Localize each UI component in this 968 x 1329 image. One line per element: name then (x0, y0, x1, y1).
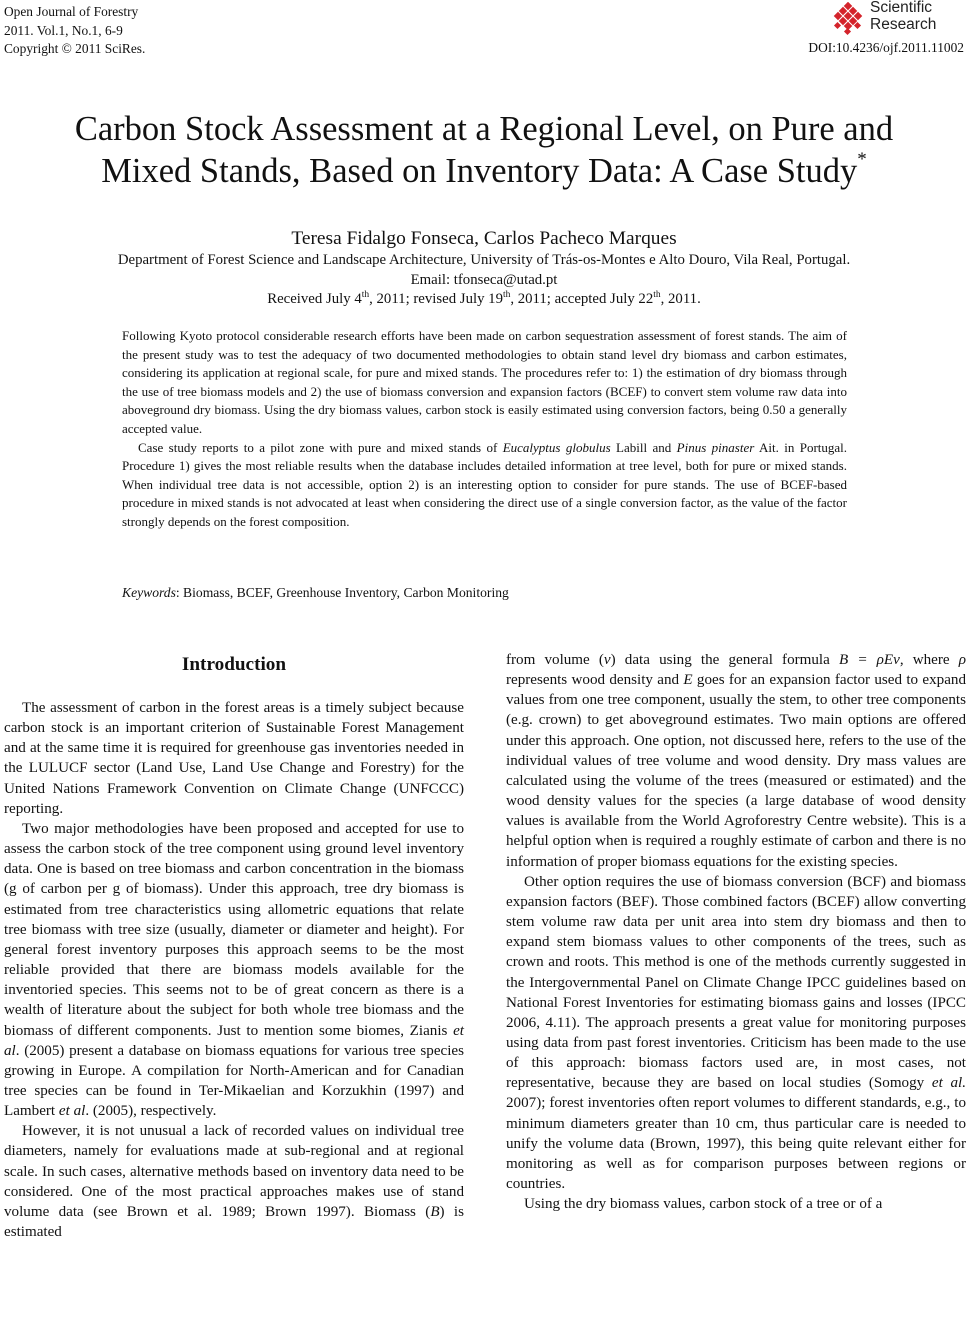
body-paragraph: However, it is not unusual a lack of recorded values on individual tree diameters, namely for evaluations made at sub-regional and at regional scale. In such cases, alternative methods based on inventory data need to be considered. One of the most practical approaches makes use of stand volume data (see Brown et al. 1989; Brown 1997). Biomass (B) is estimated (4, 1123, 464, 1241)
body-column-left (4, 650, 464, 1242)
body-paragraph: Other option requires the use of biomass conversion (BCF) and biomass expansion factors (BEF). Those combined factors (BCEF) allow converting stem volume raw data per unit area into stem dry biomass and then to expand stem biomass values to other components of the trees, such as crown and roots. This method is one of the methods currently suggested in the Intergovernmental Panel on Climate Change IPCC guidelines based on National Forest Inventories for estimating biomass gains and losses (IPCC 2006, 4.11). The approach presents a great value for monitoring purposes using data from past forest inventories. Criticism has been made to the use of this approach: biomass factors used are, in most cases, not representative, because they are based on local studies (Somogy et al. 2007); forest inventories often report volumes to different standards, e.g., to minimum diameters greater than 10 cm, thus particular care is needed to unify the volume data (Brown, 1997), this being quite relevant either for monitoring as well as for comparison purposes between regions or countries. (506, 873, 967, 1193)
body-paragraph: Two major methodologies have been proposed and accepted for use to assess the carbon stock of the tree component using ground level inventory data. One is based on tree biomass and carbon concentration in the biomass (g of carbon per g of biomass). Under this approach, tree dry biomass is estimated from tree characteristics using allometric equations that relate tree biomass with tree size (usually, diameter or diameter and height). For general forest inventory purposes this approach seems to be the most reliable provided that there are biomass models available for the inventoried species. This seems not to be of great concern as there is a wealth of literature about the subject for both whole tree biomass and the biomass of different components. Just to mention some biomes, Zianis et al. (2005) present a database on biomass equations for various tree species growing in Europe. A compilation for North-American and for Canadian tree species can be found in Ter-Mikaelian and Korzukhin (1997) and Lambert et al. (2005), respectively. (4, 820, 464, 1120)
article-title (0, 108, 968, 192)
title-line-2: Mixed Stands, Based on Inventory Data: A Case Study* (101, 149, 867, 190)
received-dates: Received July 4th, 2011; revised July 19th, 2011; accepted July 22th, 2011. (267, 290, 701, 307)
copyright-line: Copyright © 2011 SciRes. (4, 41, 146, 57)
species-name: Eucalyptus globulus (502, 439, 611, 455)
affiliation: Department of Forest Science and Landscape Architecture, University of Trás-os-Montes e Alto Douro, Vila Real, Portugal. (117, 252, 851, 268)
author-list: Teresa Fidalgo Fonseca, Carlos Pacheco Marques (291, 228, 677, 249)
journal-volume: 2011. Vol.1, No.1, 6-9 (4, 22, 123, 38)
abstract (122, 327, 847, 532)
doi-line[interactable]: DOI:10.4236/ojf.2011.11002 (808, 40, 964, 55)
body-paragraph: from volume (v) data using the general formula B = ρEv, where ρ represents wood density and E goes for an expansion factor used to expand values from one tree component, usually the stem, to other tree components (e.g. crown) to get aboveground estimates. Two main options are offered under this approach. One option, not discussed here, refers to the use of the individual values of tree volume and wood density. Dry mass values are calculated using the volume of the trees (measured or estimated) and the wood density values for the species (a large database of wood density values is available from the World Agroforestry Centre website). This is a helpful option when is required a roughly estimate of carbon and there is no information of proper biomass equations for the existing species. (506, 652, 966, 870)
keywords-list: : Biomass, BCEF, Greenhouse Inventory, Carbon Monitoring (175, 585, 509, 600)
body-column-right (506, 650, 966, 1214)
affiliation-block (0, 251, 968, 310)
keywords (122, 584, 509, 602)
publisher-logo (774, 0, 964, 38)
section-heading-introduction: Introduction (181, 654, 287, 675)
formula: B = ρEv (838, 652, 900, 668)
abstract-paragraph-2: Case study reports to a pilot zone with pure and mixed stands of Eucalyptus globulus Labill and Pinus pinaster Ait. in Portugal. Procedure 1) gives the most reliable results when the database includes detailed information at tree level, both for pure or mixed stands. When individual tree data is not accessible, option 2) is an interesting option to consider for pure stands. The use of BCEF-based procedure in mixed stands is not advocated at least when considering the direct use of a single conversion factor, as the value of the factor strongly depends on the forest composition. (122, 439, 848, 529)
title-footnote-mark: * (857, 149, 867, 170)
publisher-logo-icon (832, 2, 866, 36)
publisher-name: Scientific Research (870, 0, 937, 33)
body-paragraph: Using the dry biomass values, carbon stock of a tree or of a (524, 1196, 883, 1213)
body-paragraph: The assessment of carbon in the forest areas is a timely subject because carbon stock is an important criterion of Sustainable Forest Management and at the same time it is required for greenhouse gas inventories needed in the LULUCF sector (Land Use, Land Use Change and Forestry) for the United Nations Framework Convention on Climate Change (UNFCCC) reporting. (4, 700, 464, 817)
running-header (4, 3, 145, 59)
keywords-label: Keywords (122, 585, 176, 600)
author-email[interactable]: Email: tfonseca@utad.pt (410, 271, 558, 288)
journal-name: Open Journal of Forestry (4, 4, 139, 19)
title-line-1: Carbon Stock Assessment at a Regional Level, on Pure and (74, 110, 894, 148)
species-name: Pinus pinaster (676, 439, 755, 455)
abstract-paragraph-1: Following Kyoto protocol considerable research efforts have been made on carbon sequestration assessment of forest stands. The aim of the present study was to test the adequacy of two documented methodologies to obtain stand level dry biomass and carbon estimates, considering its application at regional scale, for pure and mixed stands. The procedures refer to: 1) the estimation of dry biomass through the use of tree biomass models and 2) the use of biomass conversion and expansion factors (BCEF) to convert stem volume raw data into aboveground dry biomass. Using the dry biomass values, carbon stock is easily estimated using conversion factors, being 0.50 a generally accepted value. (122, 328, 847, 436)
